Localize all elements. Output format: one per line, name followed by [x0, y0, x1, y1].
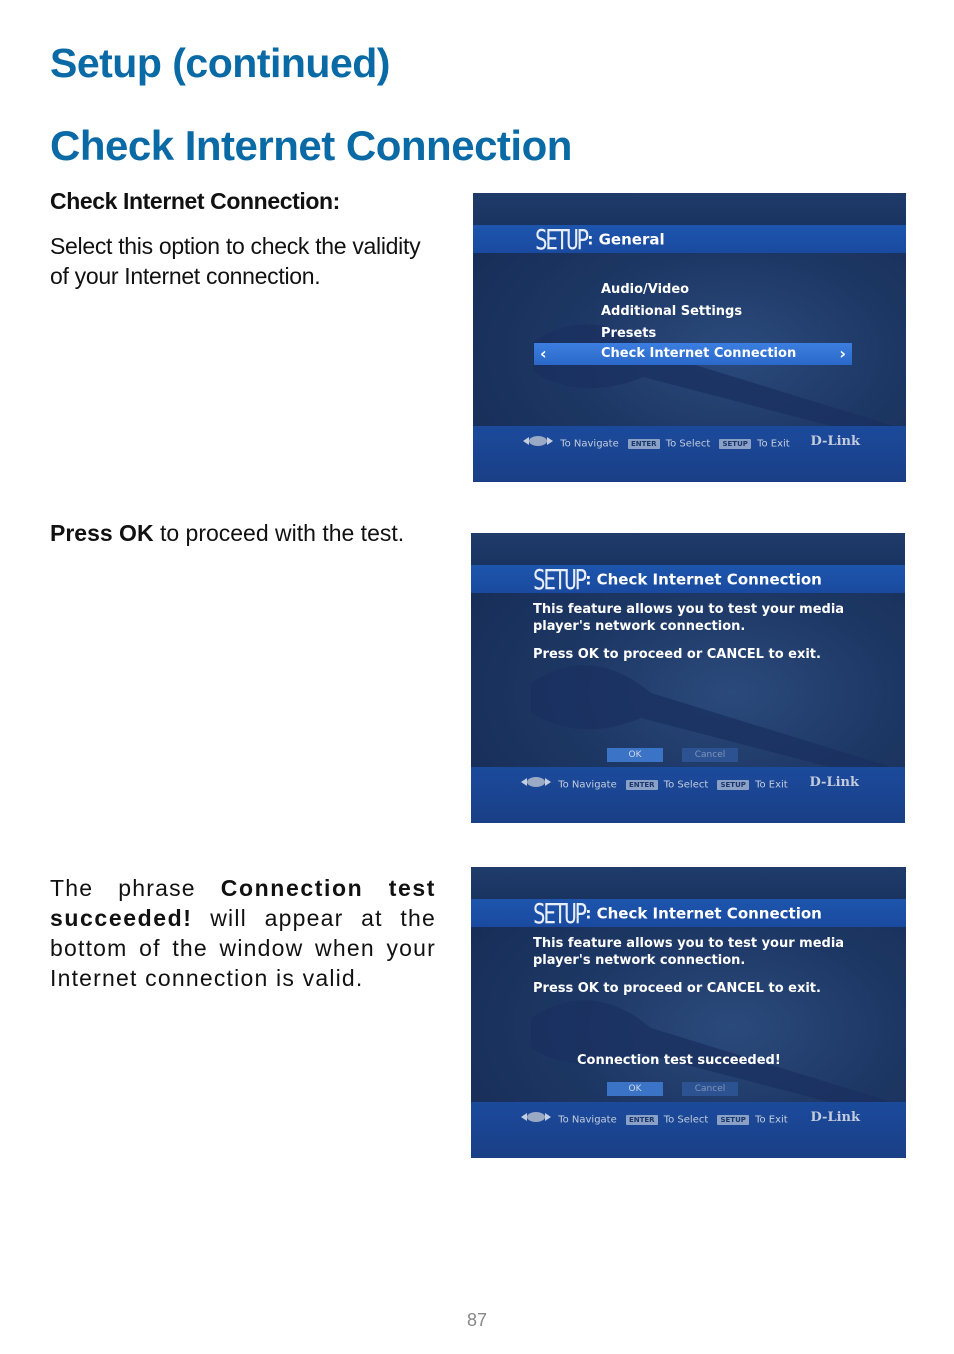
screenshot-setup-general	[473, 193, 906, 482]
navigate-arrows-icon	[521, 776, 551, 788]
menu-item-presets[interactable]: Presets	[601, 326, 657, 341]
screen-footer-hints	[521, 1111, 788, 1126]
screen-header	[533, 563, 822, 596]
page-title: Setup (continued)	[50, 40, 390, 86]
info-line-1: This feature allows you to test your media	[533, 602, 845, 617]
hint-exit: To Exit	[757, 438, 790, 450]
hint-exit: To Exit	[755, 779, 788, 791]
press-ok-rest: to proceed with the test.	[153, 520, 405, 546]
selected-item-label: Check Internet Connection	[601, 346, 797, 361]
setup-logo-text: SETUP	[533, 897, 585, 930]
screen-header	[535, 223, 665, 256]
screen-header	[533, 897, 822, 930]
success-paragraph	[50, 873, 436, 993]
setup-key-icon: SETUP	[717, 780, 748, 790]
screenshot-connection-succeeded	[471, 867, 906, 1158]
screen-top-band	[471, 867, 906, 899]
cancel-button[interactable]: Cancel	[682, 1082, 738, 1096]
ok-button[interactable]: OK	[607, 1082, 663, 1096]
ok-button[interactable]: OK	[607, 748, 663, 762]
feature-info	[533, 601, 844, 635]
proceed-prompt: Press OK to proceed or CANCEL to exit.	[533, 981, 821, 996]
hint-navigate: To Navigate	[558, 1114, 617, 1126]
success-text-b: will appear at the bottom of the window when your Internet connection is valid.	[50, 905, 436, 991]
page-number: 87	[466, 1310, 488, 1330]
proceed-prompt: Press OK to proceed or CANCEL to exit.	[533, 647, 821, 662]
screen-top-band	[473, 193, 906, 225]
chevron-left-icon: ‹	[540, 344, 547, 363]
hint-navigate: To Navigate	[560, 438, 619, 450]
section-title: Check Internet Connection	[50, 122, 572, 169]
menu-item-audio-video[interactable]: Audio/Video	[601, 282, 690, 297]
info-line-2: player's network connection.	[533, 619, 746, 634]
feature-info	[533, 935, 844, 969]
dlink-logo: D-Link	[809, 775, 859, 790]
enter-key-icon: ENTER	[626, 780, 658, 790]
hint-navigate: To Navigate	[558, 779, 617, 791]
setup-logo-text: SETUP	[533, 563, 585, 596]
subheading: Check Internet Connection:	[50, 188, 340, 214]
setup-key-icon: SETUP	[717, 1115, 748, 1125]
navigate-arrows-icon	[521, 1111, 551, 1123]
hint-select: To Select	[665, 438, 711, 450]
press-ok-bold: Press OK	[50, 520, 154, 546]
description-paragraph: Select this option to check the validity of your Internet connection.	[50, 233, 421, 289]
setup-logo-text: SETUP	[535, 223, 587, 256]
press-ok-paragraph	[50, 518, 436, 548]
screenshot-check-connection	[471, 533, 905, 823]
success-phrase: Connection test succeeded!	[50, 875, 436, 931]
menu-item-check-internet-connection[interactable]	[534, 343, 852, 365]
cancel-button[interactable]: Cancel	[682, 748, 738, 762]
screen-top-band	[471, 533, 905, 565]
success-text-a: The phrase	[50, 875, 221, 901]
dlink-logo: D-Link	[810, 434, 860, 449]
menu-item-additional-settings[interactable]: Additional Settings	[601, 304, 743, 319]
connection-success-message: Connection test succeeded!	[577, 1053, 781, 1068]
screen-footer-hints	[523, 435, 790, 450]
screen-footer-hints	[521, 776, 788, 791]
screen-header-sub: : Check Internet Connection	[585, 570, 822, 589]
hint-select: To Select	[663, 1114, 709, 1126]
hint-select: To Select	[663, 779, 709, 791]
dlink-logo: D-Link	[810, 1110, 860, 1125]
info-line-2: player's network connection.	[533, 953, 746, 968]
navigate-arrows-icon	[523, 435, 553, 447]
setup-key-icon: SETUP	[719, 439, 750, 449]
screen-header-sub: : General	[587, 230, 665, 249]
screen-header-sub: : Check Internet Connection	[585, 904, 822, 923]
hint-exit: To Exit	[755, 1114, 788, 1126]
info-line-1: This feature allows you to test your media	[533, 936, 845, 951]
chevron-right-icon: ›	[839, 344, 846, 363]
enter-key-icon: ENTER	[626, 1115, 658, 1125]
enter-key-icon: ENTER	[628, 439, 660, 449]
setup-menu	[601, 279, 742, 345]
